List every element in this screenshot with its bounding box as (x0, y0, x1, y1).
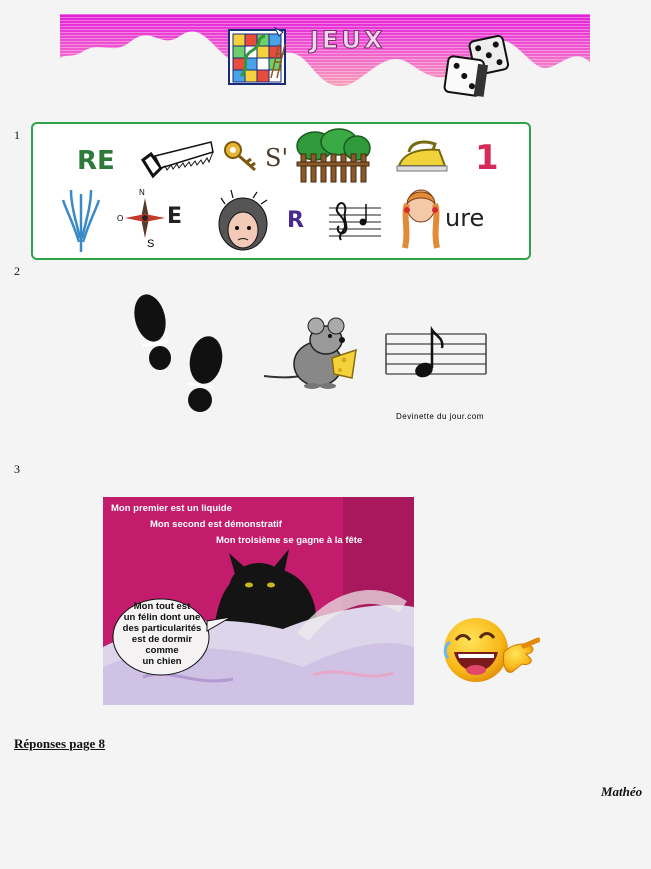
treble-clef-staff-icon (327, 198, 383, 247)
music-note-staff-icon (384, 326, 488, 389)
key-icon (223, 140, 259, 179)
photo-text-line: Mon second est démonstratif (150, 519, 282, 530)
mouse-with-cheese-icon (260, 316, 366, 399)
riddle-number: 2 (14, 264, 20, 278)
riddle-number: 1 (14, 128, 20, 142)
compass-south-label: S (147, 238, 155, 250)
footprints-icon (128, 292, 232, 423)
iron-icon (395, 138, 449, 179)
saw-icon (139, 136, 217, 185)
rebus-syllable-s: S' (265, 144, 289, 172)
bubble-text-line: est de dormir (131, 634, 193, 645)
compass-icon (117, 188, 183, 252)
photo-text-line: Mon premier est un liquide (111, 503, 232, 514)
rebus-box (31, 122, 531, 260)
rebus-letter-r: R (287, 208, 304, 233)
fountain-icon (61, 182, 101, 259)
compass-north-label: N (139, 188, 145, 197)
compass-east-label: E (167, 204, 183, 229)
bubble-text-line: Mon tout est (133, 601, 191, 612)
cat-riddle-photo (103, 497, 414, 705)
bubble-text-line: un félin dont une (123, 612, 201, 623)
stressed-face-icon (213, 186, 273, 259)
riddle-number: 3 (14, 462, 20, 476)
dice-icon (440, 34, 516, 100)
photo-text-line: Mon troisième se gagne à la fête (216, 535, 363, 546)
compass-west-label: O (117, 214, 124, 223)
laughing-emoji-icon (440, 612, 540, 693)
girl-braids-icon (399, 186, 443, 257)
bubble-text-line: des particularités (122, 623, 202, 634)
author-signature: Mathéo (601, 784, 643, 799)
board-game-icon (227, 26, 289, 86)
rebus-syllable-re: RE (77, 146, 115, 176)
answers-link[interactable]: Réponses page 8 (14, 736, 106, 751)
rebus-number-one: 1 (475, 138, 499, 178)
speech-bubble (115, 601, 209, 667)
hedge-fence-icon (295, 128, 371, 189)
image-caption: Devinette du jour.com (396, 412, 484, 421)
banner-title: JEUX (310, 26, 386, 54)
bubble-text-line: comme (145, 645, 179, 656)
bubble-text-line: un chien (142, 656, 182, 667)
rebus-syllable-ure: ure (445, 204, 485, 232)
